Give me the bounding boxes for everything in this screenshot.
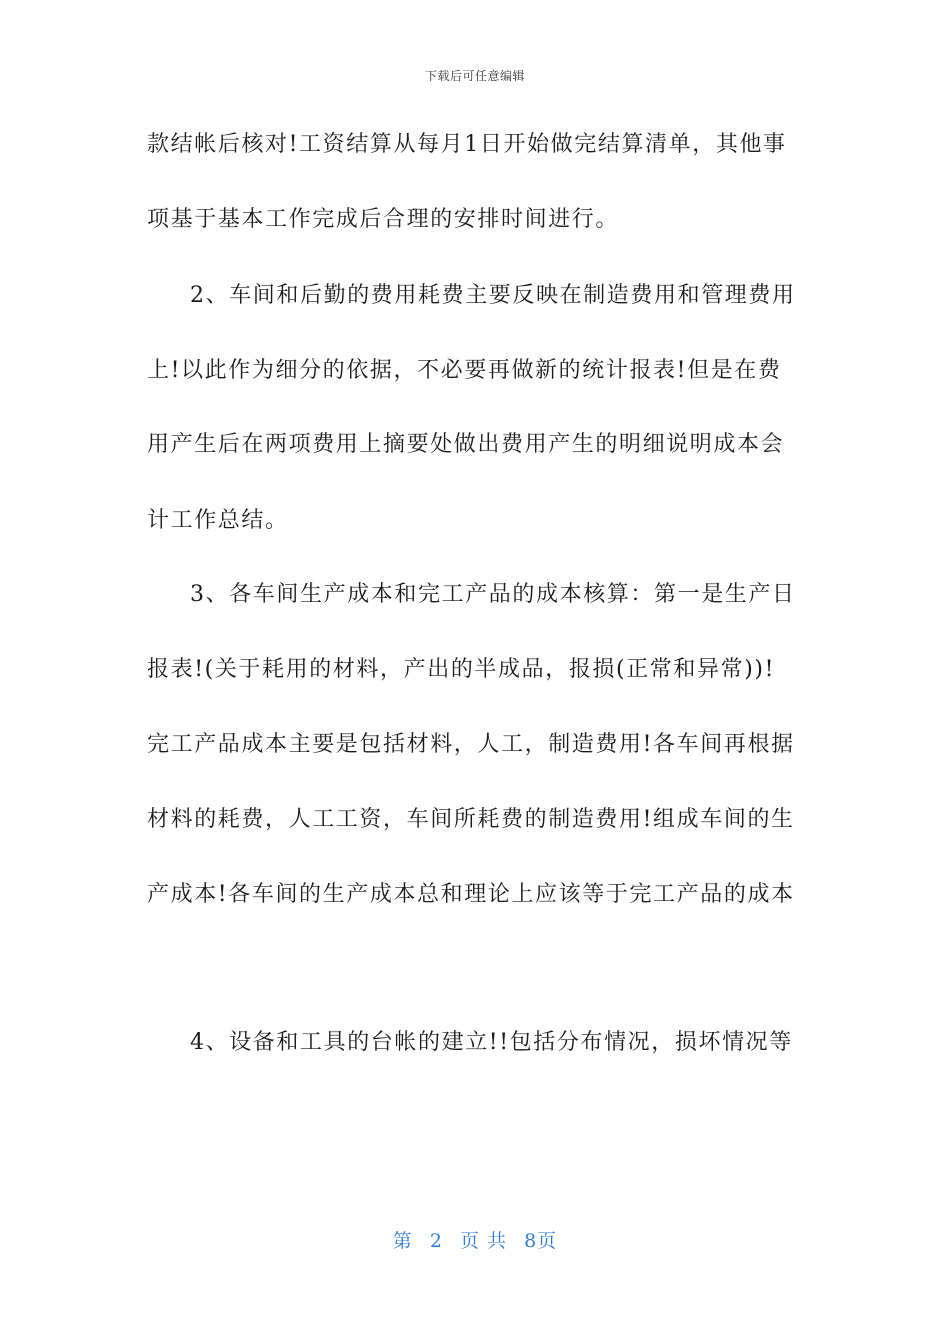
footer-current-page: 2 <box>429 1230 443 1252</box>
page-number-footer <box>0 1226 950 1253</box>
paragraph-4-first-line: 4、设备和工具的台帐的建立!!包括分布情况，损坏情况等 <box>190 1030 793 1055</box>
text-line: 完工产品成本主要是包括材料，人工，制造费用!各车间再根据 <box>147 732 795 757</box>
text-line: 报表!(关于耗用的材料，产出的半成品，报损(正常和异常))! <box>147 657 776 682</box>
text-line: 款结帐后核对!工资结算从每月1日开始做完结算清单，其他事 <box>147 132 787 157</box>
footer-prefix: 第 <box>392 1230 413 1252</box>
text-line: 产成本!各车间的生产成本总和理论上应该等于完工产品的成本 <box>147 882 795 907</box>
text-line: 用产生后在两项费用上摘要处做出费用产生的明细说明成本会 <box>147 432 785 457</box>
footer-total-pages: 8页 <box>524 1230 558 1252</box>
text-line: 项基于基本工作完成后合理的安排时间进行。 <box>147 207 620 232</box>
header-note: 下载后可任意编辑 <box>424 69 525 83</box>
paragraph-2-first-line: 2、车间和后勤的费用耗费主要反映在制造费用和管理费用 <box>190 283 796 308</box>
text-line: 材料的耗费，人工工资，车间所耗费的制造费用!组成车间的生 <box>147 807 795 832</box>
text-line: 计工作总结。 <box>147 508 289 533</box>
paragraph-3-first-line: 3、各车间生产成本和完工产品的成本核算：第一是生产日 <box>190 582 796 607</box>
footer-middle: 页 共 <box>460 1230 508 1252</box>
text-line: 上!以此作为细分的依据，不必要再做新的统计报表!但是在费 <box>147 358 782 383</box>
